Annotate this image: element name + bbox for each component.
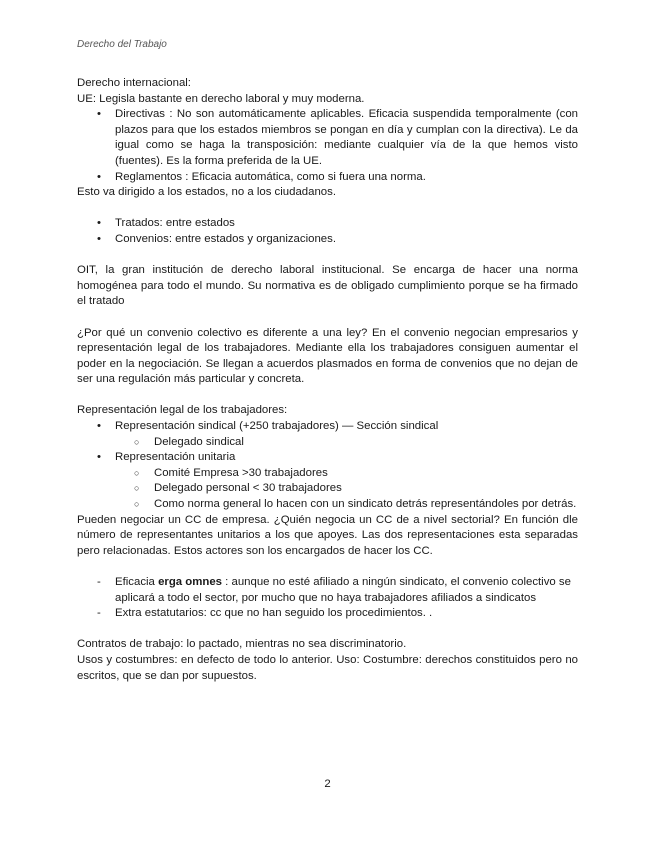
cc-paragraph: Pueden negociar un CC de empresa. ¿Quién negocia un CC de a nivel sectorial? En función dle número de representantes unitarios a los que apoyes. Las dos representaciones esta separadas pero relacionadas. Estos actores son los encargados de hacer los CC. — [77, 513, 578, 557]
eficacia-list — [77, 575, 578, 622]
representation-title: Representación legal de los trabajadores: — [77, 404, 288, 417]
list-item: - Extra estatutarios: cc que no han seguido los procedimientos. . — [77, 606, 578, 622]
list-item: • Representación sindical (+250 trabajadores) — Sección sindical — [77, 419, 578, 435]
states-line: Esto va dirigido a los estados, no a los ciudadanos. — [77, 186, 336, 199]
usos-paragraph: Usos y costumbres: en defecto de todo lo anterior. Uso: Costumbre: derechos constituidos pero no escritos, que se dan por supuestos. — [77, 653, 578, 682]
erga-omnes-term: erga omnes — [158, 576, 223, 588]
document-body — [77, 76, 578, 684]
contratos-line: Contratos de trabajo: lo pactado, mientras no sea discriminatorio. — [77, 638, 407, 651]
eficacia-text: : aunque no esté afiliado a ningún sindicato, el convenio colectivo se aplicará a todo el sector, por mucho que no haya trabajadores afiliados a sindicatos — [115, 576, 571, 604]
list-item: • Convenios: entre estados y organizaciones. — [77, 232, 578, 248]
list-item: ○ Como norma general lo hacen con un sindicato detrás representándoles por detrás. — [77, 497, 578, 513]
list-item: ○ Delegado personal < 30 trabajadores — [77, 481, 578, 497]
list-item — [77, 575, 578, 606]
page-number: 2 — [324, 778, 331, 790]
list-item: • Representación unitaria — [77, 450, 578, 466]
page-header: Derecho del Trabajo — [77, 39, 167, 50]
oit-paragraph: OIT, la gran institución de derecho laboral institucional. Se encarga de hacer una norma homogénea para todo el mundo. Su normativa es de obligado cumplimiento porque se ha firmado el tratado — [77, 264, 578, 308]
list-item: ○ Comité Empresa >30 trabajadores — [77, 466, 578, 482]
treaty-list — [77, 216, 578, 247]
ue-line: UE: Legisla bastante en derecho laboral y muy moderna. — [77, 92, 365, 105]
list-item: • Directivas : No son automáticamente aplicables. Eficacia suspendida temporalmente (con plazos para que los estados miembros se pongan en día y cumplan con la directiva). Le da igual como se haga la transposición: mediante cualquier vía de la que hemos visto (fuentes). Es la forma preferida de la UE. — [77, 107, 578, 169]
ue-list — [77, 107, 578, 185]
convenio-paragraph: ¿Por qué un convenio colectivo es diferente a una ley? En el convenio negocian empresarios y representación legal de los trabajadores. Mediante ella los trabajadores consiguen aumentar el poder en la negociación. Se llegan a acuerdos plasmados en forma de convenios que no dejan de ser una regulación más particular y concreta. — [77, 326, 578, 386]
representation-list — [77, 419, 578, 513]
eficacia-prefix: Eficacia — [115, 576, 159, 588]
list-item: • Tratados: entre estados — [77, 216, 578, 232]
intl-title: Derecho internacional: — [77, 77, 191, 89]
list-item: ○ Delegado sindical — [77, 435, 578, 451]
list-item: • Reglamentos : Eficacia automática, como si fuera una norma. — [77, 170, 578, 186]
